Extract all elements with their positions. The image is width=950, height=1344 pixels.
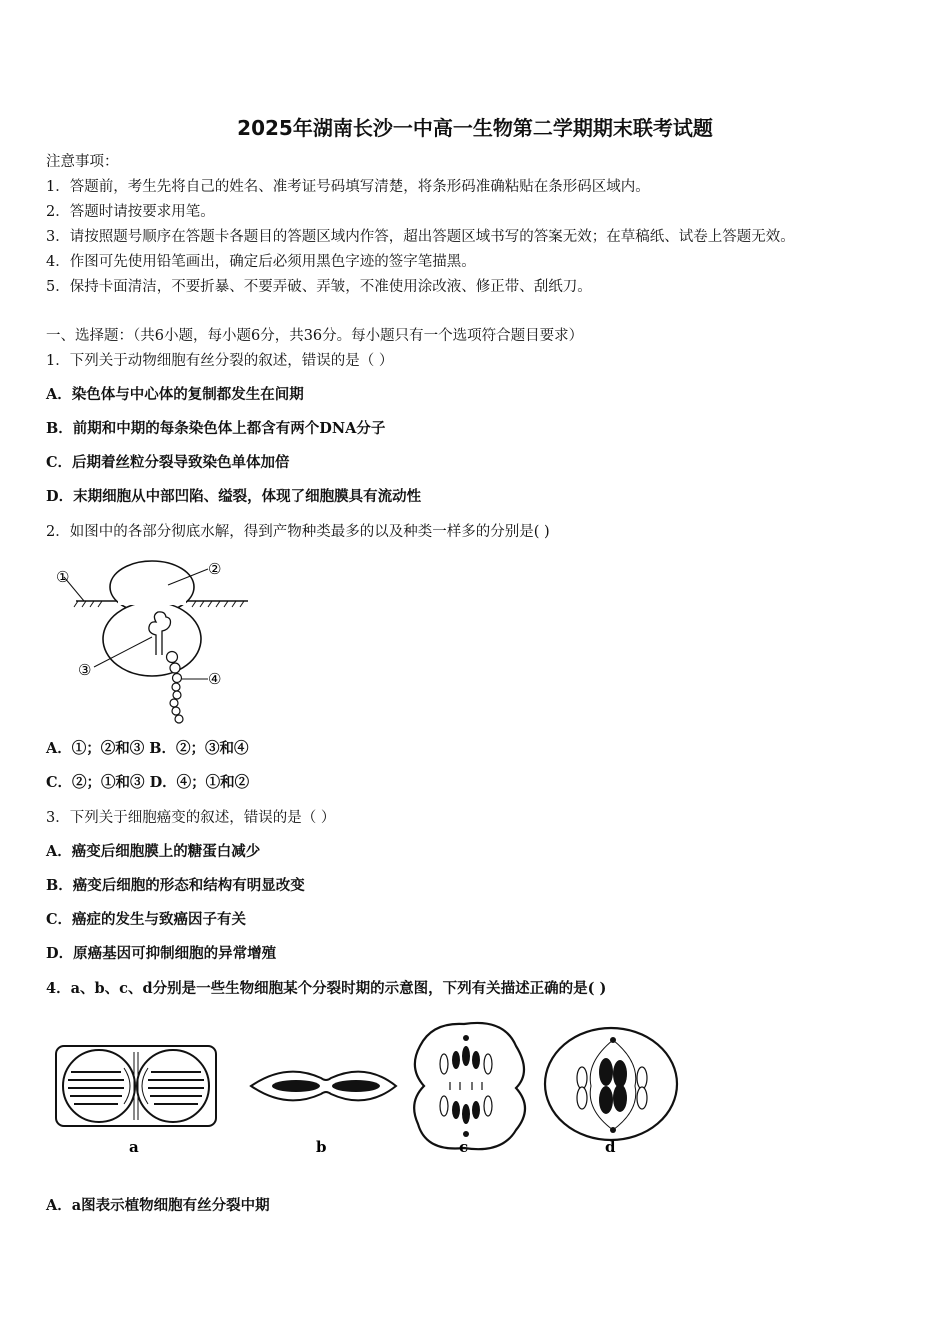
- label-b: b: [316, 1138, 327, 1156]
- notice-item: 4．作图可先使用铅笔画出，确定后必须用黑色字迹的签字笔描黑。: [46, 254, 476, 270]
- option-row: A．①；②和③ B．②；③和④: [46, 740, 249, 757]
- notice-item: 2．答题时请按要求用笔。: [46, 204, 215, 220]
- notice-item: 1．答题前，考生先将自己的姓名、准考证号码填写清楚，将条形码准确粘贴在条形码区域内。: [46, 179, 650, 195]
- protein-lower-lobe: [103, 602, 201, 676]
- option: A．a图表示植物细胞有丝分裂中期: [46, 1197, 270, 1214]
- cell-a: [56, 1046, 216, 1126]
- question-stem: 1．下列关于动物细胞有丝分裂的叙述，错误的是（ ）: [46, 353, 394, 369]
- label-3: ③: [78, 661, 92, 679]
- membrane-protein-figure: [48, 555, 253, 730]
- question-stem: 3．下列关于细胞癌变的叙述，错误的是（ ）: [46, 810, 336, 826]
- question-stem: 2．如图中的各部分彻底水解，得到产物种类最多的以及种类一样多的分别是( ): [46, 524, 550, 540]
- label-a: a: [129, 1138, 139, 1156]
- cell-b: [251, 1072, 396, 1101]
- notice-item: 3．请按照题号顺序在答题卡各题目的答题区域内作答，超出答题区域书写的答案无效；在草稿纸、试卷上答题无效。: [46, 229, 795, 245]
- section-heading: 一、选择题：（共6小题，每小题6分，共36分。每小题只有一个选项符合题目要求）: [46, 328, 584, 344]
- cell-division-figure: [46, 1012, 686, 1172]
- option: B．前期和中期的每条染色体上都含有两个DNA分子: [46, 420, 386, 437]
- option: A．染色体与中心体的复制都发生在间期: [46, 386, 304, 403]
- question-stem: 4．a、b、c、d分别是一些生物细胞某个分裂时期的示意图，下列有关描述正确的是( ): [46, 980, 607, 997]
- notice-heading: 注意事项：: [46, 154, 119, 170]
- option: D．末期细胞从中部凹陷、缢裂，体现了细胞膜具有流动性: [46, 488, 422, 505]
- option: D．原癌基因可抑制细胞的异常增殖: [46, 945, 277, 962]
- notice-item: 5．保持卡面清洁，不要折暴、不要弄破、弄皱，不准使用涂改液、修正带、刮纸刀。: [46, 279, 592, 295]
- page-title: 2025年湖南长沙一中高一生物第二学期期末联考试题: [237, 116, 713, 140]
- label-c: c: [459, 1138, 469, 1156]
- label-1: ①: [56, 568, 70, 586]
- option: C．后期着丝粒分裂导致染色单体加倍: [46, 454, 290, 471]
- option: B．癌变后细胞的形态和结构有明显改变: [46, 877, 305, 894]
- option: A．癌变后细胞膜上的糖蛋白减少: [46, 843, 261, 860]
- option-row: C．②；①和③ D．④；①和②: [46, 774, 250, 791]
- label-2: ②: [208, 560, 222, 578]
- cell-d: [545, 1028, 677, 1140]
- label-4: ④: [208, 670, 222, 688]
- cell-c: [414, 1023, 525, 1149]
- protein-joint: [118, 599, 186, 605]
- option: C．癌症的发生与致癌因子有关: [46, 911, 247, 928]
- label-d: d: [605, 1138, 616, 1156]
